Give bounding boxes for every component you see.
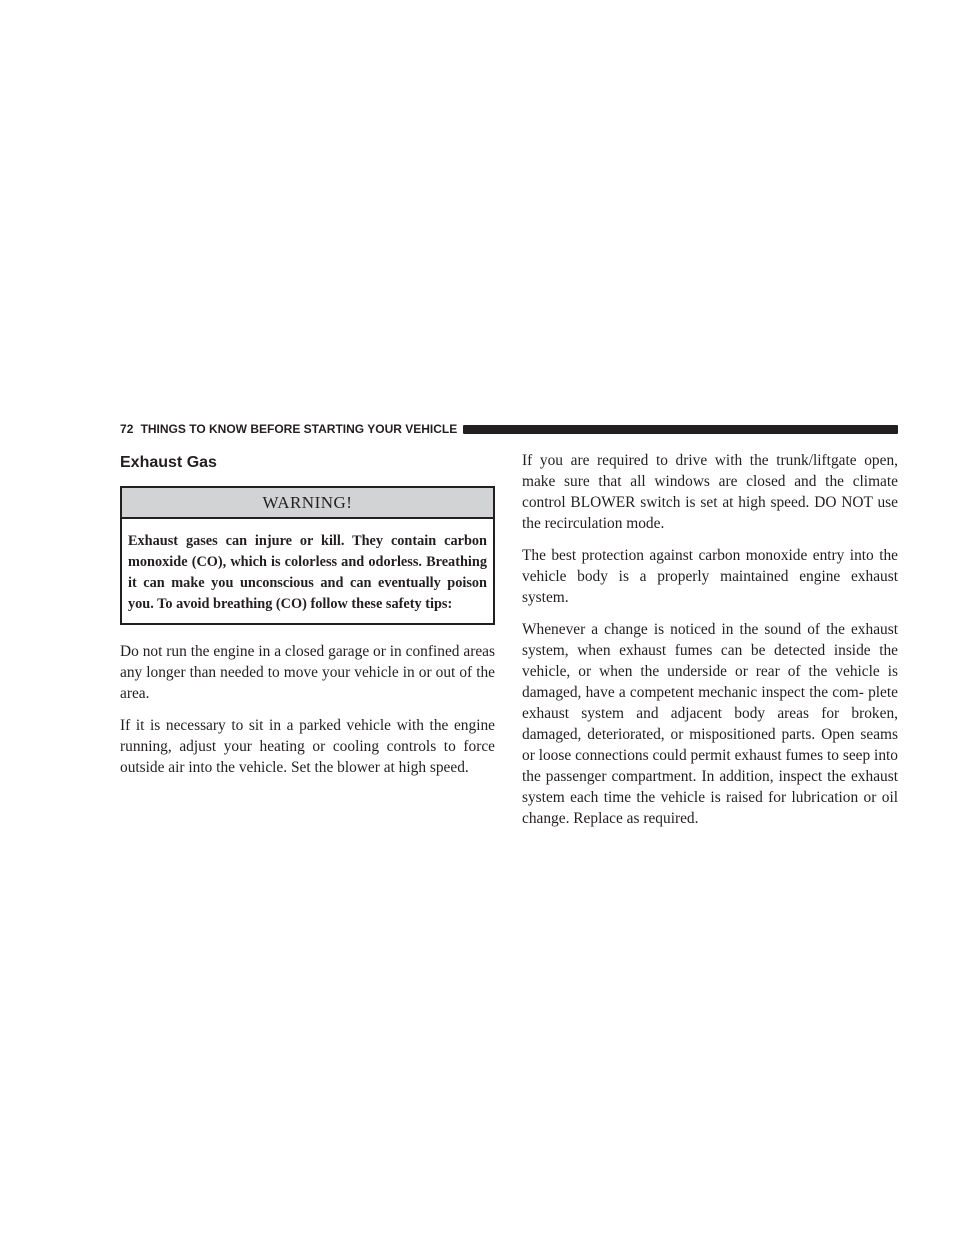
body-paragraph: If it is necessary to sit in a parked vehicle with the engine running, adjust your heating or cooling controls to force outside air into the vehicle. Set the blower at high speed. [120,717,495,776]
body-paragraph: Do not run the engine in a closed garage or in confined areas any longer than needed to move your vehicle in or out of the area. [120,643,495,702]
left-column [120,450,495,789]
body-paragraph: If you are required to drive with the trunk/liftgate open, make sure that all windows are closed and the climate control BLOWER switch is set at high speed. DO NOT use the recirculation mode. [522,452,898,532]
warning-title: WARNING! [122,488,493,519]
header-title: THINGS TO KNOW BEFORE STARTING YOUR VEHICLE [140,422,458,436]
body-paragraph: Whenever a change is noticed in the sound of the exhaust system, when exhaust fumes can be detected inside the vehicle, or when the underside or rear of the vehicle is damaged, have a competent mechanic inspect the com- plete exhaust system and adjacent body areas for broken, damaged, deteriorated, or mispositioned parts. Open seams or loose connections could permit exhaust fumes to seep into the passenger compartment. In addition, inspect the exhaust system each time the vehicle is raised for lubrication or oil change. Replace as required. [522,621,898,827]
section-heading: Exhaust Gas [120,454,217,471]
header-rule [463,425,898,434]
body-paragraph: The best protection against carbon monoxide entry into the vehicle body is a properly maintained engine exhaust system. [522,547,898,606]
warning-text: Exhaust gases can injure or kill. They contain carbon monoxide (CO), which is colorless and odorless. Breathing it can make you unconscious and can eventually poison you. To avoid breathing (CO) follow these safety tips: [128,533,487,612]
right-column [522,450,898,840]
page-number: 72 [120,422,134,436]
warning-box [120,486,495,625]
page-header [120,420,898,438]
